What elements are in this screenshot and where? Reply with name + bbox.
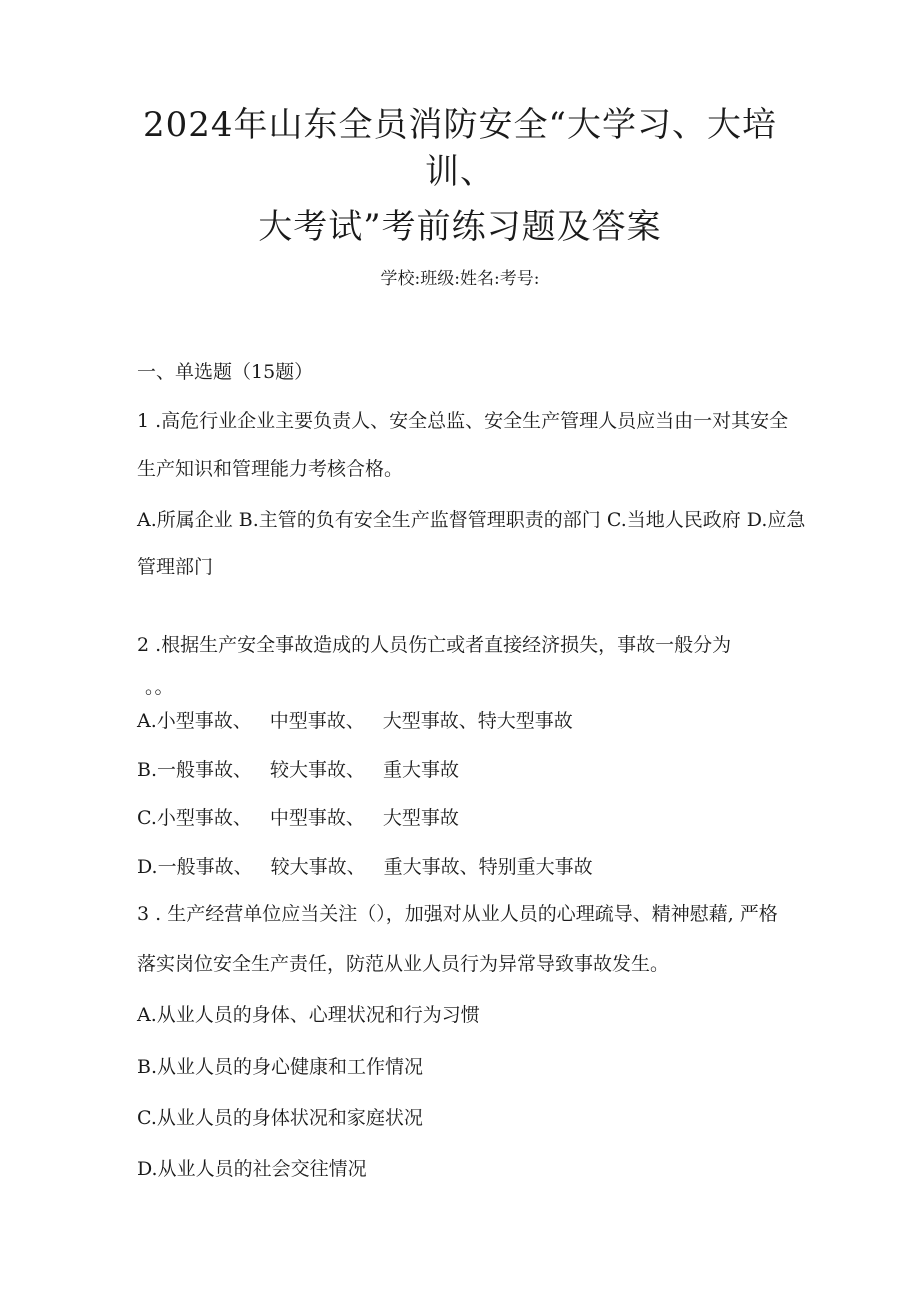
option-part: 重大事故、特别重大事故 [383,856,593,878]
question-3-option-a: A.从业人员的身体、心理状况和行为习惯 [137,1004,480,1026]
student-info-line: 学校:班级:姓名:考号: [380,269,540,289]
question-1-options-line-1: A.所属企业 B.主管的负有安全生产监督管理职责的部门 C.当地人民政府 D.应急 [137,509,806,531]
doc-title-line-3: 大考试”考前练习题及答案 [258,207,662,247]
question-3-option-c: C.从业人员的身体状况和家庭状况 [137,1107,423,1129]
question-3-option-d: D.从业人员的社会交往情况 [137,1158,367,1180]
question-3-stem-line-1: 3 . 生产经营单位应当关注（），加强对从业人员的心理疏导、精神慰藉, 严格 [137,903,778,925]
question-2-stem-line-2: 。。 [145,676,174,698]
option-part: 大型事故 [382,807,459,829]
option-part: 较大事故、 [270,856,366,878]
option-part: 较大事故、 [270,759,366,781]
option-part: A.小型事故、 [137,710,252,732]
option-part: C.小型事故、 [137,807,252,829]
option-part: 中型事故、 [269,710,365,732]
question-3-option-b: B.从业人员的身心健康和工作情况 [137,1056,424,1078]
option-part: 重大事故 [383,759,460,781]
question-1-stem-line-2: 生产知识和管理能力考核合格。 [137,458,404,480]
question-2-option-b [137,758,459,782]
doc-title-line-2: 训、 [425,152,495,192]
doc-title-line-1: 2024年山东全员消防安全“大学习、大培 [143,105,777,145]
question-2-option-c [137,806,459,830]
question-3-stem-line-2: 落实岗位安全生产责任，防范从业人员行为异常导致事故发生。 [137,953,670,975]
question-2-option-a [137,709,573,733]
option-part: 中型事故、 [269,807,365,829]
question-1-options-line-2: 管理部门 [137,556,214,578]
option-part: B.一般事故、 [137,759,253,781]
option-part: 大型事故、特大型事故 [382,710,573,732]
section-heading: 一、单选题（15题） [137,361,314,383]
question-1-stem-line-1: 1 .高危行业企业主要负责人、安全总监、安全生产管理人员应当由一对其安全 [137,410,789,432]
question-2-option-d [137,855,593,879]
question-2-stem-line-1: 2 .根据生产安全事故造成的人员伤亡或者直接经济损失，事故一般分为 [137,634,732,656]
option-part: D.一般事故、 [137,856,253,878]
